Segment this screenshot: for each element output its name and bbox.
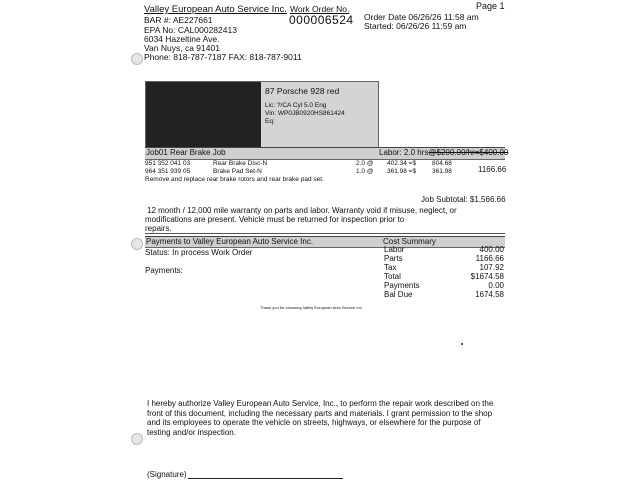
cost-value-payments: 0.00: [488, 281, 504, 290]
shop-bar-number: BAR #: AE227661: [144, 15, 213, 25]
shop-city: Van Nuys, ca 91401: [144, 43, 220, 53]
hole-punch-mark: [131, 53, 143, 65]
cost-value-tax: 107.92: [479, 263, 504, 272]
cost-label-tax: Tax: [384, 263, 397, 272]
part-number: 951 352 041 03: [145, 160, 191, 167]
authorization-line: testing and/or inspection.: [147, 428, 236, 437]
part-unit-price: 402.34 =$: [387, 160, 417, 167]
job-header-band: [145, 147, 509, 160]
part-quantity: 2.0 @: [356, 160, 374, 167]
job-note: Remove and replace rear brake rotors and rear brake pad set.: [145, 176, 324, 183]
part-description: Brake Pad Set-N: [213, 168, 262, 175]
payments-title: Payments to Valley European Auto Service Inc.: [146, 237, 314, 246]
warranty-line: 12 month / 12,000 mile warranty on parts and labor. Warranty void if misuse, neglect, or: [147, 206, 457, 215]
shop-epa-number: EPA No: CAL000282413: [144, 25, 237, 35]
scan-speck: [461, 343, 463, 345]
work-order-number: 000006524: [289, 13, 354, 27]
hole-punch-mark: [131, 433, 143, 445]
part-description: Rear Brake Disc-N: [213, 160, 268, 167]
job-labor-prefix: Labor: 2.0 hrs: [379, 148, 429, 157]
shop-name: Valley European Auto Service Inc.: [144, 4, 287, 15]
vehicle-title: 87 Porsche 928 red: [265, 86, 340, 96]
signature-label: (Signature): [147, 470, 187, 479]
warranty-line: repairs.: [145, 225, 505, 234]
vehicle-vin: Vin: WP0JB0920HS861424: [265, 110, 345, 117]
vehicle-info-box: [145, 81, 379, 148]
hole-punch-mark: [131, 238, 143, 250]
part-quantity: 1.0 @: [356, 168, 374, 175]
redacted-customer-info: [146, 82, 261, 147]
cost-label-parts: Parts: [384, 254, 403, 263]
order-date: Order Date 06/26/26 11:58 am: [364, 12, 479, 22]
authorization-line: front of this document, including the necessary parts and materials. I grant permission to the shop: [147, 409, 493, 418]
cost-value-labor: 400.00: [479, 245, 504, 254]
cost-label-labor: Labor: [384, 245, 405, 254]
job-labor-rate: @$200.00/hr=$400.00: [428, 148, 509, 157]
cost-label-payments: Payments: [384, 281, 420, 290]
job-total: 1166.66: [478, 165, 507, 174]
work-order-label: Work Order No.: [290, 4, 350, 14]
part-extended-price: 804.68: [432, 160, 452, 167]
vehicle-license: Lic: ?/CA Cyl 5.0 Eng: [265, 102, 327, 109]
thank-you-note: Thank you for choosing Valley European Auto Service Inc.: [260, 305, 363, 310]
part-unit-price: 361.98 =$: [387, 168, 417, 175]
cost-label-total: Total: [384, 272, 401, 281]
signature-line: [188, 478, 343, 479]
job-subtotal: Job Subtotal: $1,566.66: [421, 195, 506, 204]
authorization-line: and its employees to operate the vehicle on streets, highways, or elsewhere for the purpose of: [147, 418, 481, 427]
page-number: Page 1: [476, 1, 505, 11]
authorization-line: I hereby authorize Valley European Auto Service, Inc., to perform the repair work described on the: [147, 399, 494, 408]
cost-value-parts: 1166.66: [475, 254, 504, 263]
cost-label-balance-due: Bal Due: [384, 290, 413, 299]
payments-label: Payments:: [145, 266, 183, 275]
part-extended-price: 361.98: [432, 168, 452, 175]
work-order-status: Status: In process Work Order: [145, 248, 253, 257]
cost-summary-title: Cost Summary: [383, 237, 436, 246]
job-title: Job01 Rear Brake Job: [146, 148, 226, 157]
cost-value-total: $1674.58: [470, 272, 504, 281]
started-date: Started: 06/26/26 11:59 am: [364, 21, 467, 31]
job-labor-hours: [379, 148, 508, 158]
cost-value-balance-due: 1674.58: [475, 290, 504, 299]
shop-phone: Phone: 818-787-7187 FAX: 818-787-9011: [144, 52, 302, 62]
vehicle-equipment: Eq:: [265, 118, 275, 125]
shop-street: 6034 Hazeltine Ave.: [144, 34, 220, 44]
part-number: 964 351 939 05: [145, 168, 191, 175]
warranty-line: modifications are present. Vehicle must be returned for inspection prior to: [145, 215, 405, 224]
